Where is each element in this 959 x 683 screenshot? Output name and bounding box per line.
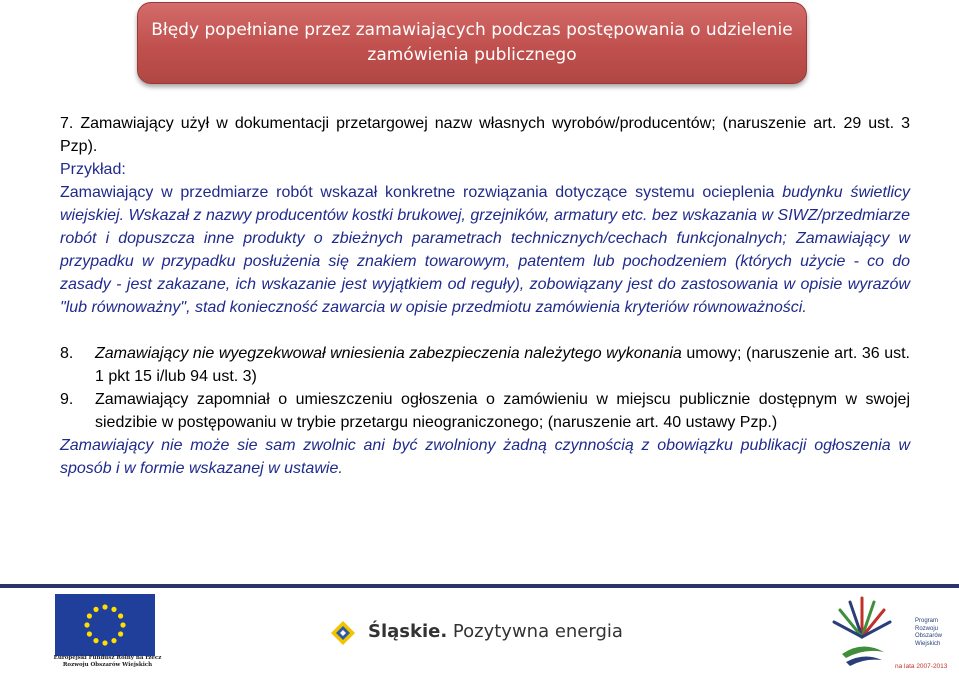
prow-years: na lata 2007-2013 xyxy=(895,663,948,670)
footer-divider xyxy=(0,584,959,588)
item-8 xyxy=(60,342,910,388)
item-8-italic: Zamawiający nie wyegzekwował wniesienia zabezpieczenia należytego wykonania xyxy=(95,345,682,362)
item-7-text: 7. Zamawiający użył w dokumentacji przetargowej nazw własnych wyrobów/producentów; (naruszenie art. 29 ust. 3 Pzp). xyxy=(60,115,910,155)
item-9-text: Zamawiający zapomniał o umieszczeniu ogłoszenia o zamówieniu w miejscu publicznie dostępnym w swojej siedzibie w postępowaniu w trybie przetargu nieograniczonego; (naruszenie art. 40 ustawy Pzp.) xyxy=(95,391,910,431)
example-label: Przykład: xyxy=(60,161,126,178)
eu-flag-logo xyxy=(55,594,155,656)
slaskie-emblem-icon xyxy=(330,620,356,646)
item-9-note: Zamawiający nie może sie sam zwolnic ani być zwolniony żadną czynnością z obowiązku publikacji ogłoszenia w sposób i w formie wskazanej w ustawie. xyxy=(60,437,910,477)
page-title xyxy=(142,18,802,68)
prow-caption: Program Rozwoju Obszarów Wiejskich xyxy=(915,618,943,647)
slaskie-logo xyxy=(330,618,623,648)
slaskie-rest: Pozytywna energia xyxy=(447,621,623,642)
slide-content xyxy=(60,112,910,480)
title-banner xyxy=(137,2,807,84)
eu-fund-caption: Europejski Fundusz Rolny na rzecz Rozwoju Obszarów Wiejskich xyxy=(53,655,162,668)
title-line-1: Błędy popełniane przez zamawiających podczas postępowania o udzielenie xyxy=(151,20,793,40)
eu-stars-icon xyxy=(55,594,155,656)
item-9-number: 9. xyxy=(60,391,74,408)
example-italic: budynku świetlicy wiejskiej. Wskazał z nazwy producentów kostki brukowej, grzejników, armatury etc. bez wskazania w SIWZ/przedmiarze robót i dopuszcza inne produkty o zbieżnych parametrach technicznych/cechach funkcjonalnych; Zamawiający w przypadku w przypadku posłużenia się znakiem towarowym, patentem lub pochodzeniem (których użycie - co do zasady - jest zakazane, ich wskazanie jest wyjątkiem od reguły), zobowiązany jest do zastosowania w opisie wyrazów "lub równoważny", stad konieczność zawarcia w opisie przedmiotu zamówienia kryteriów równoważności. xyxy=(60,184,911,316)
item-8-rest: umowy; (naruszenie art. 36 ust. 1 pkt 15 i/lub 94 ust. 3) xyxy=(95,345,911,385)
example-paragraph xyxy=(60,181,910,319)
prow-logo xyxy=(812,592,952,678)
slaskie-bold: Śląskie. xyxy=(368,621,448,642)
item-8-number: 8. xyxy=(60,345,74,362)
example-intro: Zamawiający w przedmiarze robót wskazał konkretne rozwiązania dotyczące systemu ocieplenia xyxy=(60,184,775,201)
item-9 xyxy=(60,388,910,434)
slaskie-slogan xyxy=(368,621,623,642)
title-line-2: zamówienia publicznego xyxy=(367,45,577,65)
